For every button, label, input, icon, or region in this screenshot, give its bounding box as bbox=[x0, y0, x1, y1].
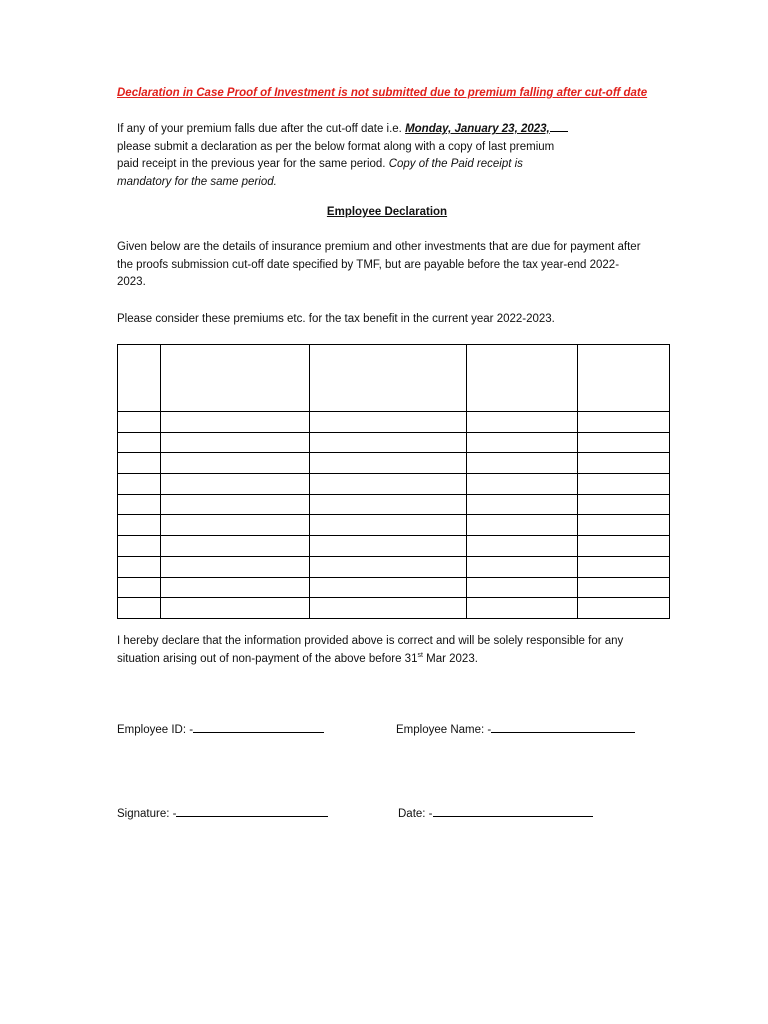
table-cell[interactable] bbox=[578, 494, 670, 515]
table-cell[interactable] bbox=[467, 432, 578, 453]
intro-text: paid receipt in the previous year for the same period. bbox=[117, 158, 389, 170]
table-header-row bbox=[118, 345, 670, 412]
document-title: Declaration in Case Proof of Investment is not submitted due to premium falling after cut-off date bbox=[117, 87, 648, 99]
date-field bbox=[398, 805, 593, 820]
table-row bbox=[118, 515, 670, 536]
table-cell[interactable] bbox=[160, 515, 309, 536]
table-row bbox=[118, 494, 670, 515]
table-cell[interactable] bbox=[118, 453, 161, 474]
employee-id-input[interactable] bbox=[193, 721, 324, 733]
cutoff-date: Monday, January 23, 2023, bbox=[405, 123, 550, 135]
table-cell[interactable] bbox=[578, 556, 670, 577]
table-cell[interactable] bbox=[118, 474, 161, 495]
table-cell[interactable] bbox=[467, 536, 578, 557]
table-cell[interactable] bbox=[467, 412, 578, 433]
employee-name-label: Employee Name: - bbox=[396, 724, 492, 736]
underline-blank bbox=[550, 120, 568, 132]
consider-paragraph: Please consider these premiums etc. for the tax benefit in the current year 2022-2023. bbox=[117, 313, 555, 325]
table-cell[interactable] bbox=[467, 598, 578, 619]
table-cell[interactable] bbox=[309, 494, 467, 515]
table-cell[interactable] bbox=[578, 515, 670, 536]
table-header-cell bbox=[118, 345, 161, 412]
table-header-cell bbox=[578, 345, 670, 412]
investment-table bbox=[117, 344, 670, 619]
table-cell[interactable] bbox=[578, 474, 670, 495]
table-cell[interactable] bbox=[309, 412, 467, 433]
intro-line-3 bbox=[117, 156, 617, 174]
signature-label: Signature: - bbox=[117, 808, 177, 820]
table-cell[interactable] bbox=[578, 412, 670, 433]
mandatory-note: Copy of the Paid receipt is bbox=[388, 158, 523, 170]
table-cell[interactable] bbox=[309, 598, 467, 619]
table-row bbox=[118, 556, 670, 577]
table-cell[interactable] bbox=[160, 474, 309, 495]
intro-line-4: mandatory for the same period. bbox=[117, 175, 277, 188]
table-cell[interactable] bbox=[309, 453, 467, 474]
table-cell[interactable] bbox=[160, 577, 309, 598]
ordinal-suffix: st bbox=[417, 651, 423, 659]
table-row bbox=[118, 474, 670, 495]
intro-line-2: please submit a declaration as per the below format along with a copy of last premium bbox=[117, 140, 555, 153]
table-cell[interactable] bbox=[160, 598, 309, 619]
declaration-text-end: Mar 2023. bbox=[422, 652, 478, 665]
table-cell[interactable] bbox=[578, 598, 670, 619]
table-cell[interactable] bbox=[467, 474, 578, 495]
table-cell[interactable] bbox=[467, 494, 578, 515]
signature-field bbox=[117, 805, 328, 820]
table-cell[interactable] bbox=[309, 577, 467, 598]
table-row bbox=[118, 412, 670, 433]
declaration-text: I hereby declare that the information provided above is correct and will be solely responsible for any situation arising out of non-payment of the above before 31 bbox=[117, 635, 624, 665]
table-cell[interactable] bbox=[118, 536, 161, 557]
table-cell[interactable] bbox=[118, 598, 161, 619]
table-cell[interactable] bbox=[118, 556, 161, 577]
table-cell[interactable] bbox=[578, 453, 670, 474]
table-cell[interactable] bbox=[160, 432, 309, 453]
details-paragraph: Given below are the details of insurance premium and other investments that are due for payment after the proofs submission cut-off date specified by TMF, but are payable before the tax year-end 2022-2023. bbox=[117, 241, 641, 288]
employee-id-field bbox=[117, 721, 324, 736]
employee-name-field bbox=[396, 721, 635, 736]
table-cell[interactable] bbox=[578, 577, 670, 598]
table-header-cell bbox=[160, 345, 309, 412]
table-row bbox=[118, 432, 670, 453]
signature-input[interactable] bbox=[176, 805, 328, 817]
date-input[interactable] bbox=[433, 805, 593, 817]
table-cell[interactable] bbox=[160, 494, 309, 515]
table-cell[interactable] bbox=[160, 556, 309, 577]
table-header-cell bbox=[467, 345, 578, 412]
table-cell[interactable] bbox=[578, 432, 670, 453]
table-header-cell bbox=[309, 345, 467, 412]
table-cell[interactable] bbox=[160, 412, 309, 433]
table-cell[interactable] bbox=[309, 515, 467, 536]
intro-text: If any of your premium falls due after the cut-off date i.e. bbox=[117, 123, 406, 135]
employee-id-label: Employee ID: - bbox=[117, 724, 194, 736]
table-row bbox=[118, 536, 670, 557]
declaration-paragraph bbox=[117, 633, 662, 668]
table-cell[interactable] bbox=[160, 453, 309, 474]
table-cell[interactable] bbox=[118, 412, 161, 433]
table-cell[interactable] bbox=[578, 536, 670, 557]
table-cell[interactable] bbox=[118, 494, 161, 515]
section-heading: Employee Declaration bbox=[326, 206, 448, 218]
table-cell[interactable] bbox=[118, 577, 161, 598]
table-cell[interactable] bbox=[467, 577, 578, 598]
employee-name-input[interactable] bbox=[491, 721, 635, 733]
intro-paragraph bbox=[117, 120, 617, 191]
table-cell[interactable] bbox=[309, 556, 467, 577]
table-cell[interactable] bbox=[118, 432, 161, 453]
table-cell[interactable] bbox=[467, 556, 578, 577]
table-cell[interactable] bbox=[467, 453, 578, 474]
table-cell[interactable] bbox=[160, 536, 309, 557]
table-row bbox=[118, 577, 670, 598]
table-row bbox=[118, 453, 670, 474]
table-cell[interactable] bbox=[309, 536, 467, 557]
table-cell[interactable] bbox=[309, 474, 467, 495]
intro-line-1 bbox=[117, 120, 617, 139]
table-cell[interactable] bbox=[118, 515, 161, 536]
table-row bbox=[118, 598, 670, 619]
date-label: Date: - bbox=[398, 808, 433, 820]
table-cell[interactable] bbox=[309, 432, 467, 453]
table-cell[interactable] bbox=[467, 515, 578, 536]
